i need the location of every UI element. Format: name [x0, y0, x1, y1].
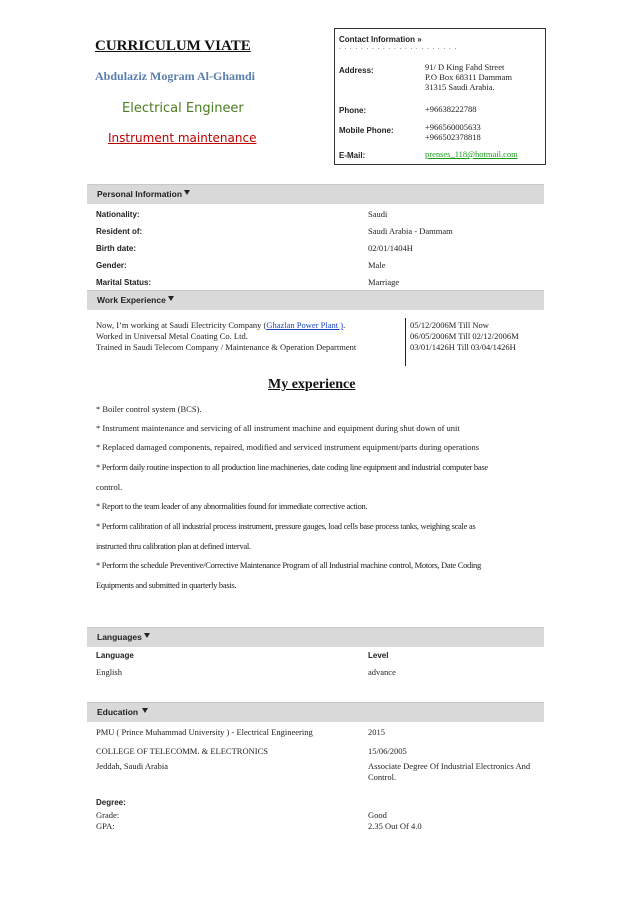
degree-line: Associate Degree Of Industrial Electronics And	[368, 761, 531, 771]
work-date: 06/05/2006M Till 02/12/2006M	[410, 331, 519, 341]
contact-heading: Contact Information »	[339, 35, 422, 44]
power-plant-link[interactable]: Ghazlan Power Plant )	[266, 320, 344, 330]
college-date: 15/06/2005	[368, 746, 407, 756]
gpa-value: 2.35 Out Of 4.0	[368, 821, 422, 831]
personal-info-band	[87, 184, 544, 204]
birthdate-label: Birth date:	[96, 244, 136, 253]
work-date: 03/01/1426H Till 03/04/1426H	[410, 342, 516, 352]
triangle-down-icon	[184, 190, 190, 195]
languages-band	[87, 627, 544, 647]
specialty: Instrument maintenance	[108, 131, 257, 145]
level-value: advance	[368, 667, 396, 677]
college-entry: COLLEGE OF TELECOMM. & ELECTRONICS	[96, 746, 268, 756]
experience-heading: My experience	[268, 377, 356, 392]
experience-item: * Instrument maintenance and servicing of all instrument machine and equipment during shut down of unit	[96, 423, 460, 433]
resident-label: Resident of:	[96, 227, 143, 236]
experience-item: instructed thru calibration plan at defined interval.	[96, 541, 251, 551]
experience-item: * Perform calibration of all industrial process instrument, pressure gauges, load cells base process tanks, weighing scale as	[96, 521, 476, 531]
cv-title: CURRICULUM VIATE	[95, 38, 251, 54]
gender-label: Gender:	[96, 261, 127, 270]
nationality-value: Saudi	[368, 209, 388, 219]
nationality-label: Nationality:	[96, 210, 140, 219]
work-experience-band	[87, 290, 544, 310]
contact-box	[334, 28, 546, 165]
mobile-value	[425, 122, 481, 142]
email-link[interactable]: prenses_118@hotmail.com	[425, 149, 518, 159]
phone-label: Phone:	[339, 106, 367, 115]
experience-item: * Perform daily routine inspection to all production line machineries, date coding line equipment and industrial computer base	[96, 462, 488, 472]
gender-value: Male	[368, 260, 386, 270]
triangle-down-icon	[168, 296, 174, 301]
marital-value: Marriage	[368, 277, 400, 287]
experience-item: * Report to the team leader of any abnormalities found for immediate corrective action.	[96, 501, 368, 511]
address-line: 91/ D King Fahd Street	[425, 62, 505, 72]
address-value	[425, 62, 512, 92]
address-line: P.O Box 68311 Dammam	[425, 72, 513, 82]
experience-item: * Perform the schedule Preventive/Corrective Maintenance Program of all Industrial machine control, Motors, Date Coding	[96, 560, 481, 570]
language-col-header: Language	[96, 651, 134, 660]
experience-item: Equipments and submitted in quarterly basis.	[96, 580, 237, 590]
experience-item: * Boiler control system (BCS).	[96, 404, 202, 414]
birthdate-value: 02/01/1404H	[368, 243, 413, 253]
work-current-suffix: .	[343, 320, 346, 330]
level-col-header: Level	[368, 651, 389, 660]
work-line-current	[96, 320, 345, 331]
college-city: Jeddah, Saudi Arabia	[96, 761, 168, 771]
experience-item: control.	[96, 482, 123, 492]
education-band	[87, 702, 544, 722]
applicant-name: Abdulaziz Mogram Al-Ghamdi	[95, 69, 256, 83]
address-label: Address:	[339, 66, 374, 75]
gpa-label: GPA:	[96, 821, 115, 831]
education-heading: Education	[97, 707, 139, 717]
degree-description	[368, 761, 530, 783]
grade-label: Grade:	[96, 810, 120, 820]
degree-label: Degree:	[96, 798, 126, 807]
personal-info-heading: Personal Information	[97, 189, 183, 199]
job-title: Electrical Engineer	[122, 101, 244, 116]
languages-heading: Languages	[97, 632, 142, 642]
resident-value: Saudi Arabia - Dammam	[368, 226, 453, 236]
grade-value: Good	[368, 810, 387, 820]
phone-value: +96638222788	[425, 104, 477, 114]
mobile-number: +966502378818	[425, 132, 481, 142]
triangle-down-icon	[144, 633, 150, 638]
degree-line: Control.	[368, 772, 397, 782]
work-line-previous: Worked in Universal Metal Coating Co. Ltd.	[96, 331, 248, 341]
marital-label: Marital Status:	[96, 278, 152, 287]
work-date: 05/12/2006M Till Now	[410, 320, 489, 330]
university-entry: PMU ( Prince Muhammad University ) - Electrical Engineering	[96, 727, 313, 737]
work-line-training: Trained in Saudi Telecom Company / Maintenance & Operation Department	[96, 342, 357, 352]
mobile-label: Mobile Phone:	[339, 126, 394, 135]
work-experience-heading: Work Experience	[97, 295, 166, 305]
experience-item: * Replaced damaged components, repaired, modified and serviced instrument equipment/parts during operations	[96, 442, 480, 452]
language-value: English	[96, 667, 122, 677]
mobile-number: +966560005633	[425, 122, 481, 132]
triangle-down-icon	[142, 708, 148, 713]
work-divider	[405, 318, 406, 366]
email-label: E-Mail:	[339, 151, 366, 160]
address-line: 31315 Saudi Arabia.	[425, 82, 495, 92]
work-current-text: Now, I’m working at Saudi Electricity Company (	[96, 320, 267, 330]
contact-divider: . . . . . . . . . . . . . . . . . . . . . .	[339, 43, 458, 51]
university-year: 2015	[368, 727, 385, 737]
